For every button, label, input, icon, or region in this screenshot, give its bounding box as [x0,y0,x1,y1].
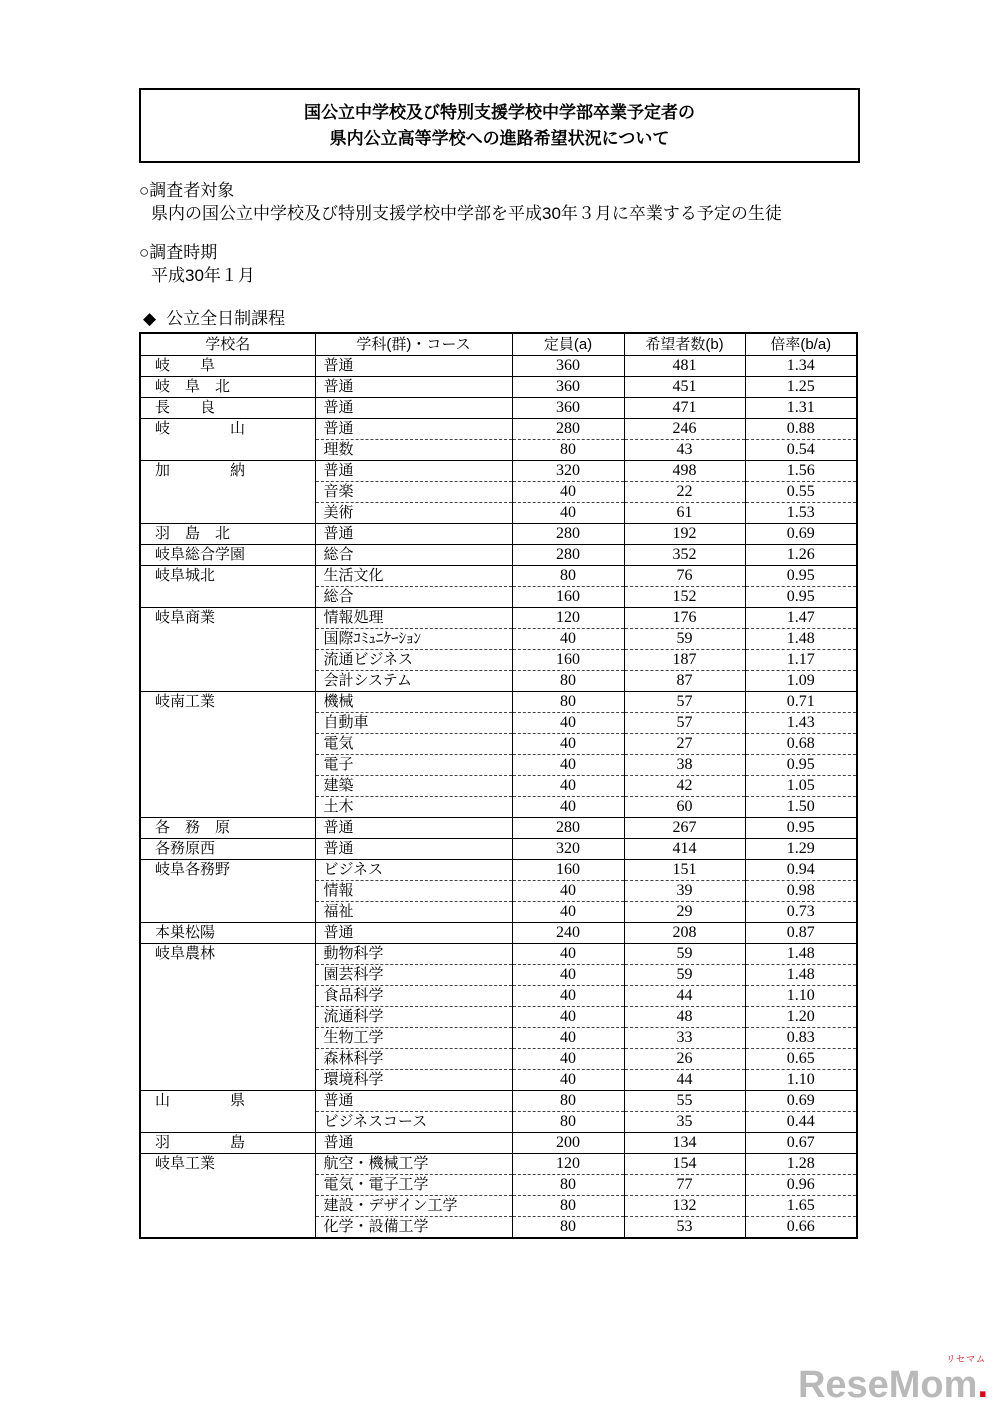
school-name-cell: 長 良 [140,398,315,419]
ratio-cell: 1.43 [745,713,857,734]
capacity-cell: 80 [512,1091,624,1112]
capacity-cell: 280 [512,524,624,545]
school-group [140,608,857,692]
applicants-cell: 498 [624,461,745,482]
ratio-cell: 1.17 [745,650,857,671]
course-cell: 流通ビジネス [315,650,512,671]
ratio-cell: 0.55 [745,482,857,503]
ratio-cell: 0.66 [745,1217,857,1239]
course-cell: 福祉 [315,902,512,923]
school-name-cell: 岐阜商業 [140,608,315,692]
course-cell: 情報処理 [315,608,512,629]
applicants-cell: 414 [624,839,745,860]
ratio-cell: 0.69 [745,1091,857,1112]
ratio-cell: 1.05 [745,776,857,797]
applicants-cell: 57 [624,692,745,713]
ratio-cell: 0.95 [745,818,857,839]
ratio-cell: 0.54 [745,440,857,461]
school-name-cell: 岐 阜 [140,356,315,377]
course-cell: 動物科学 [315,944,512,965]
diamond-icon: ◆ [143,309,157,328]
admission-table-header [140,333,857,356]
capacity-cell: 40 [512,902,624,923]
survey-period-body: 平成30年１月 [151,266,255,285]
ratio-cell: 0.73 [745,902,857,923]
course-cell: 総合 [315,587,512,608]
course-cell: 普通 [315,818,512,839]
ratio-cell: 1.48 [745,629,857,650]
capacity-cell: 80 [512,1196,624,1217]
school-group [140,860,857,923]
ratio-cell: 0.87 [745,923,857,944]
table-row [140,398,857,419]
capacity-cell: 360 [512,356,624,377]
document-page [139,88,860,1239]
school-name-cell: 各務原西 [140,839,315,860]
admission-table [139,332,858,1239]
course-cell: 生物工学 [315,1028,512,1049]
table-row [140,356,857,377]
course-cell: 化学・設備工学 [315,1217,512,1239]
course-cell: 航空・機械工学 [315,1154,512,1175]
capacity-cell: 120 [512,608,624,629]
school-group [140,398,857,419]
course-cell: 森林科学 [315,1049,512,1070]
course-cell: 普通 [315,461,512,482]
course-cell: 普通 [315,1133,512,1154]
capacity-cell: 80 [512,440,624,461]
table-row [140,1133,857,1154]
capacity-cell: 280 [512,419,624,440]
applicants-cell: 57 [624,713,745,734]
survey-period-heading: ○調査時期 [139,243,218,262]
school-name-cell: 加 納 [140,461,315,524]
course-cell: 普通 [315,398,512,419]
school-name-cell: 岐 阜 北 [140,377,315,398]
course-cell: 自動車 [315,713,512,734]
course-cell: 電気・電子工学 [315,1175,512,1196]
course-cell: 普通 [315,923,512,944]
ratio-cell: 1.48 [745,944,857,965]
capacity-cell: 40 [512,965,624,986]
document-title-box [139,88,860,163]
table-row [140,923,857,944]
capacity-cell: 120 [512,1154,624,1175]
applicants-cell: 44 [624,986,745,1007]
course-cell: 流通科学 [315,1007,512,1028]
applicants-cell: 246 [624,419,745,440]
ratio-cell: 0.44 [745,1112,857,1133]
school-name-cell: 各 務 原 [140,818,315,839]
capacity-cell: 40 [512,986,624,1007]
ratio-cell: 0.95 [745,755,857,776]
table-row [140,839,857,860]
school-name-cell: 岐阜工業 [140,1154,315,1239]
ratio-cell: 0.65 [745,1049,857,1070]
capacity-cell: 280 [512,818,624,839]
course-cell: 音楽 [315,482,512,503]
capacity-cell: 40 [512,713,624,734]
capacity-cell: 40 [512,1070,624,1091]
course-cell: 普通 [315,356,512,377]
ratio-cell: 0.71 [745,692,857,713]
school-group [140,524,857,545]
applicants-cell: 481 [624,356,745,377]
column-header-3: 希望者数(b) [624,333,745,356]
school-group [140,1133,857,1154]
table-row [140,461,857,482]
capacity-cell: 40 [512,797,624,818]
school-name-cell: 岐 山 [140,419,315,461]
course-cell: 理数 [315,440,512,461]
applicants-cell: 451 [624,377,745,398]
ratio-cell: 1.29 [745,839,857,860]
capacity-cell: 40 [512,1049,624,1070]
applicants-cell: 152 [624,587,745,608]
school-group [140,1091,857,1133]
applicants-cell: 59 [624,944,745,965]
applicants-cell: 39 [624,881,745,902]
school-group [140,419,857,461]
column-header-2: 定員(a) [512,333,624,356]
school-name-cell: 本巣松陽 [140,923,315,944]
course-cell: 機械 [315,692,512,713]
ratio-cell: 1.10 [745,986,857,1007]
school-group [140,1154,857,1239]
table-row [140,860,857,881]
capacity-cell: 80 [512,692,624,713]
applicants-cell: 60 [624,797,745,818]
course-cell: 美術 [315,503,512,524]
ratio-cell: 0.67 [745,1133,857,1154]
course-cell: 普通 [315,377,512,398]
table-row [140,545,857,566]
capacity-cell: 200 [512,1133,624,1154]
table-row [140,944,857,965]
ratio-cell: 0.68 [745,734,857,755]
applicants-cell: 44 [624,1070,745,1091]
capacity-cell: 40 [512,629,624,650]
course-cell: ビジネスコース [315,1112,512,1133]
applicants-cell: 48 [624,1007,745,1028]
ratio-cell: 0.69 [745,524,857,545]
course-cell: 電気 [315,734,512,755]
applicants-cell: 22 [624,482,745,503]
ratio-cell: 1.28 [745,1154,857,1175]
applicants-cell: 192 [624,524,745,545]
ratio-cell: 1.25 [745,377,857,398]
course-cell: 普通 [315,1091,512,1112]
capacity-cell: 40 [512,881,624,902]
ratio-cell: 1.65 [745,1196,857,1217]
course-cell: 建築 [315,776,512,797]
resemom-logo-wordmark [798,1364,988,1406]
capacity-cell: 80 [512,1175,624,1196]
table-row [140,692,857,713]
ratio-cell: 1.26 [745,545,857,566]
ratio-cell: 1.31 [745,398,857,419]
school-name-cell: 岐阜城北 [140,566,315,608]
course-cell: 電子 [315,755,512,776]
capacity-cell: 240 [512,923,624,944]
capacity-cell: 360 [512,398,624,419]
course-cell: 環境科学 [315,1070,512,1091]
table-row [140,608,857,629]
applicants-cell: 35 [624,1112,745,1133]
school-group [140,461,857,524]
capacity-cell: 80 [512,1112,624,1133]
course-cell: 生活文化 [315,566,512,587]
applicants-cell: 42 [624,776,745,797]
course-cell: 園芸科学 [315,965,512,986]
school-name-cell: 羽 島 [140,1133,315,1154]
course-cell: 会計システム [315,671,512,692]
school-name-cell: 岐南工業 [140,692,315,818]
ratio-cell: 0.95 [745,587,857,608]
course-cell: 建設・デザイン工学 [315,1196,512,1217]
school-group [140,566,857,608]
column-header-4: 倍率(b/a) [745,333,857,356]
applicants-cell: 77 [624,1175,745,1196]
ratio-cell: 0.95 [745,566,857,587]
applicants-cell: 151 [624,860,745,881]
ratio-cell: 0.88 [745,419,857,440]
school-group [140,545,857,566]
applicants-cell: 53 [624,1217,745,1239]
ratio-cell: 0.96 [745,1175,857,1196]
title-line-1: 国公立中学校及び特別支援学校中学部卒業予定者の [304,103,695,122]
school-name-cell: 岐阜各務野 [140,860,315,923]
capacity-cell: 40 [512,734,624,755]
course-cell: 普通 [315,419,512,440]
applicants-cell: 26 [624,1049,745,1070]
applicants-cell: 59 [624,629,745,650]
ratio-cell: 0.94 [745,860,857,881]
capacity-cell: 40 [512,1007,624,1028]
applicants-cell: 87 [624,671,745,692]
ratio-cell: 1.53 [745,503,857,524]
ratio-cell: 1.20 [745,1007,857,1028]
school-name-cell: 岐阜農林 [140,944,315,1091]
school-group [140,377,857,398]
capacity-cell: 40 [512,944,624,965]
capacity-cell: 40 [512,1028,624,1049]
capacity-cell: 80 [512,671,624,692]
table-row [140,524,857,545]
applicants-cell: 55 [624,1091,745,1112]
table-row [140,566,857,587]
course-cell: 国際ｺﾐｭﾆｹｰｼｮﾝ [315,629,512,650]
school-group [140,944,857,1091]
table-row [140,419,857,440]
school-group [140,923,857,944]
course-cell: 土木 [315,797,512,818]
applicants-cell: 132 [624,1196,745,1217]
capacity-cell: 80 [512,566,624,587]
applicants-cell: 352 [624,545,745,566]
capacity-cell: 40 [512,482,624,503]
course-cell: 食品科学 [315,986,512,1007]
course-cell: 情報 [315,881,512,902]
applicants-cell: 27 [624,734,745,755]
table-row [140,1154,857,1175]
table-row [140,377,857,398]
applicants-cell: 267 [624,818,745,839]
column-header-1: 学科(群)・コース [315,333,512,356]
applicants-cell: 187 [624,650,745,671]
applicants-cell: 208 [624,923,745,944]
applicants-cell: 471 [624,398,745,419]
applicants-cell: 59 [624,965,745,986]
capacity-cell: 160 [512,650,624,671]
header-row [140,333,857,356]
table-row [140,818,857,839]
capacity-cell: 40 [512,755,624,776]
ratio-cell: 1.56 [745,461,857,482]
applicants-cell: 29 [624,902,745,923]
ratio-cell: 1.09 [745,671,857,692]
survey-target-heading: ○調査者対象 [139,181,235,200]
school-name-cell: 岐阜総合学園 [140,545,315,566]
capacity-cell: 320 [512,461,624,482]
ratio-cell: 0.83 [745,1028,857,1049]
school-group [140,692,857,818]
table-caption-label: 公立全日制課程 [166,309,286,328]
ratio-cell: 1.50 [745,797,857,818]
ratio-cell: 1.48 [745,965,857,986]
school-name-cell: 山 県 [140,1091,315,1133]
resemom-logo-text: ReseMom [797,1364,978,1406]
resemom-logo [798,1355,988,1404]
capacity-cell: 160 [512,860,624,881]
applicants-cell: 76 [624,566,745,587]
school-group [140,356,857,377]
capacity-cell: 40 [512,776,624,797]
survey-target-body: 県内の国公立中学校及び特別支援学校中学部を平成30年３月に卒業する予定の生徒 [151,204,782,223]
applicants-cell: 61 [624,503,745,524]
applicants-cell: 43 [624,440,745,461]
applicants-cell: 38 [624,755,745,776]
applicants-cell: 134 [624,1133,745,1154]
capacity-cell: 360 [512,377,624,398]
ratio-cell: 1.47 [745,608,857,629]
capacity-cell: 160 [512,587,624,608]
course-cell: 普通 [315,524,512,545]
ratio-cell: 0.98 [745,881,857,902]
course-cell: 普通 [315,839,512,860]
applicants-cell: 176 [624,608,745,629]
resemom-logo-dot: . [977,1364,988,1406]
table-caption [139,309,860,329]
course-cell: ビジネス [315,860,512,881]
ratio-cell: 1.10 [745,1070,857,1091]
resemom-logo-kana: リセマム [946,1354,986,1364]
column-header-0: 学校名 [140,333,315,356]
applicants-cell: 154 [624,1154,745,1175]
school-group [140,839,857,860]
capacity-cell: 40 [512,503,624,524]
school-name-cell: 羽 島 北 [140,524,315,545]
capacity-cell: 280 [512,545,624,566]
applicants-cell: 33 [624,1028,745,1049]
table-row [140,1091,857,1112]
school-group [140,818,857,839]
capacity-cell: 80 [512,1217,624,1239]
course-cell: 総合 [315,545,512,566]
ratio-cell: 1.34 [745,356,857,377]
capacity-cell: 320 [512,839,624,860]
title-line-2: 県内公立高等学校への進路希望状況について [329,129,670,148]
